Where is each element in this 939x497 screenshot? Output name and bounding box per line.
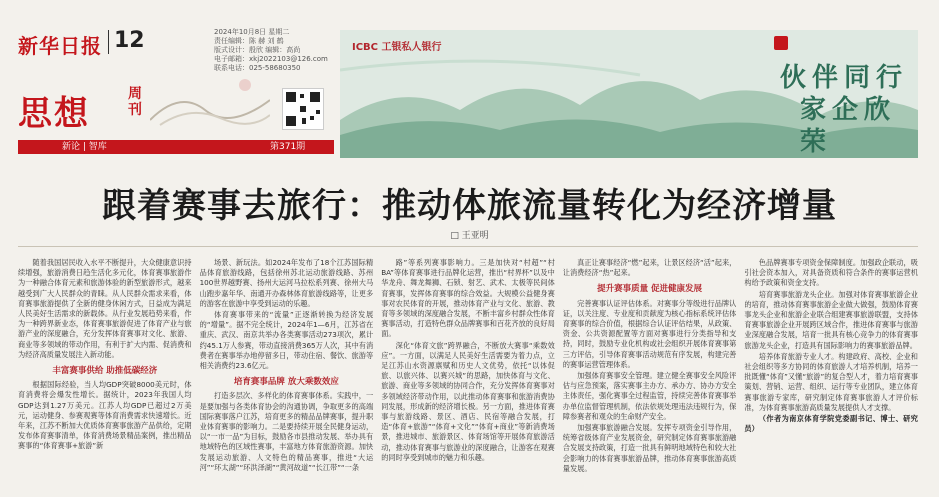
paragraph: 培养体育旅游专业人才。构建政府、高校、企业和社会组织等多方协同的体育旅游人才培养机制，培养一批既懂“体育”又懂“旅游”的复合型人才，着力培育赛事策划、营销、运营、组织、运行等专业团队，建立体育赛事旅游专家库，研究制定体育赛事旅游人才评价标准，为体育赛事旅游高质量发展提供人才支撑。 <box>744 351 918 412</box>
page-number-divider <box>108 30 109 54</box>
meta-date: 2024年10月8日 星期二 <box>214 28 290 36</box>
issue-number: 第371期 <box>270 142 306 152</box>
headline-divider <box>18 246 918 247</box>
slogan-line-1: 伙伴同行 <box>780 63 909 93</box>
bank-name: ICBC 工银私人银行 <box>352 42 442 53</box>
article-column-1 <box>18 258 192 494</box>
bank-seal-icon <box>774 36 788 50</box>
paragraph: 打造多层次、多样化的体育赛事体系。实践中，一是要加强与各类体育协会的沟通协调，争取更多的高端国际赛事落户江苏，培育更多的精品品牌赛事，提升职业体育赛事的影响力。二是要持续开展全民健身运动，以“一市一品”为目标，鼓励各市县推动发展、举办具有地域特色的区域性赛事，丰富地方体育旅游资源。加快发展运动旅游、人文特色的精品赛事，推进“大运河”“环太湖”“环洪泽湖”“黄河故道”“长江带”“一条 <box>199 391 374 472</box>
newspaper-logo: 新华日报 <box>18 34 102 58</box>
paragraph: 深化“体育文旅”跨界融合，不断放大赛事“乘数效应”。一方面，以满足人民美好生活需要为着力点，立足江苏山水资源禀赋和历史人文优势，依托“以体促旅、以旅兴体、以赛兴城”的思路，加快体育与文化、旅游、商业等多领域的协同合作，充分发挥体育赛事对多领域经济带动作用，以此推动体育赛事和旅游消费协同发展，形成新的经济增长极。另一方面，推进体育赛事与旅游线路、景区、酒店、民宿等融合发展，打造“体育+旅游”“体育+文化”“体育+商业”等新消费场景，推进城市、旅游景区、体育场馆等开展体育旅游活动，推动体育赛事与旅游业的深度融合，让游客在观赛的同时享受到城市的魅力和乐趣。 <box>381 340 555 462</box>
article-column-4 <box>563 258 737 494</box>
article-column-2 <box>200 258 374 494</box>
weekly-suffix: 周刊 <box>128 86 142 118</box>
author-note: （作者为南京体育学院党委副书记、博士、研究员） <box>744 414 918 434</box>
article-column-5 <box>744 258 918 494</box>
subheading: 培育赛事品牌 放大乘数效应 <box>233 377 339 388</box>
page-number: 12 <box>114 28 145 53</box>
meta-phone: 联系电话：025-58680350 <box>214 64 301 72</box>
weekly-title: 思想 <box>18 94 90 134</box>
paragraph: 随着我国居民收入水平不断提升，大众健康意识持续增强，旅游消费日趋生活化多元化，体育赛事旅游作为一种融合体育元素和旅游体验的新型旅游形式，越来越受到广大人民群众的青睐。从人民群众需求来看，体育赛事旅游提供了全新的健身休闲方式，日益成为满足人民美好生活需求的新载体。从行业发展趋势来看，作为一种跨界新业态，体育赛事旅游促进了体育产业与旅游产业的深度融合，充分发挥体育赛事对文化、旅游、商业等多领域的带动作用，有利于扩大内需、促消费和为经济高质量发展注入新动能。 <box>18 258 192 359</box>
paragraph: 路”等系列赛事影响力。三是加快对“村超”“村BA”等体育赛事进行品牌化运营，推出“村界杯”以及中华龙舟、舞龙舞狮、石锁、射艺、武术、太极等民间体育赛事，发挥体育赛事的综合效益。大规模公益健身赛事对农民体育的开展，推动体育产业与文化、旅游、教育等多领域的深度融合发展，不断丰富乡村群众性体育赛事活动，打造特色群众品牌赛事和百花齐放的良好局面。 <box>381 258 555 339</box>
paragraph: 色品牌赛事专项资金保障制度。加强政企联动，吸引社会资本加入，对具备资质和符合条件的赛事运营机构给予政策和资金支持。 <box>744 258 918 288</box>
paragraph: 完善赛事认证评估体系。对赛事分等级进行品牌认证，以关注度、专业度和贡献度为核心指标系统评估体育赛事的综合价值，根据综合认证评估结果，从政策、资金、公共资源配置等方面对赛事进行分类指导和支持，同时，鼓励专业化机构或社会组织开展体育赛事第三方评估，引导体育赛事活动规范有序发展，构建完善的赛事运营管理体系。 <box>562 298 737 369</box>
ad-slogan <box>780 62 918 158</box>
qr-code-icon <box>282 88 324 130</box>
paragraph: 加强赛事旅游融合发展。发挥专项资金引导作用，统筹省级体育产业发展资金，研究制定体育赛事旅游融合发展支持政策，打造一批具有鲜明地域特色和较大社会影响力的体育赛事旅游品牌，推动体育赛事旅游高质量发展。 <box>562 423 737 473</box>
section-label: 新论 | 智库 <box>62 142 107 152</box>
article-headline: 跟着赛事去旅行：推动体旅流量转化为经济增量 <box>102 186 837 226</box>
article-byline: □ 王亚明 <box>450 231 489 241</box>
paragraph: 场景、新玩法。如2024年发布了18个江苏国际精品体育旅游线路，包括徐州苏北运动旅游线路、苏州100世界越野赛、扬州大运河马拉松系列赛、徐州大马山跑步嘉年华、南通开办森林体育旅游线路等，让更多的游客在旅游中享受到运动的乐趣。 <box>199 258 374 308</box>
slogan-line-2: 家企欣荣 <box>800 95 897 157</box>
bank-advertisement <box>340 30 918 158</box>
meta-email: 电子邮箱：xkj2022103@126.com <box>214 55 328 63</box>
meta-design: 版式设计：殷欣 编辑：高尚 <box>214 46 301 54</box>
editorial-meta <box>214 28 354 73</box>
article-column-3 <box>381 258 555 494</box>
article-body <box>18 258 918 494</box>
paragraph: 体育赛事带来的“流量”正逐渐转换为经济发展的“增量”。据不完全统计，2024年1—6月，江苏省在重庆、武汉、南京共举办各类赛事活动273项次，累计约45.1万人参赛，带动直接消费365万人次，其中有消费者在赛事举办地停留多日，带动住宿、餐饮、旅游等相关消费约23.6亿元。 <box>199 310 374 371</box>
subheading: 提升赛事质量 促进健康发展 <box>597 284 703 295</box>
subheading: 丰富赛事供给 助推低碳经济 <box>52 366 158 377</box>
paragraph: 真正让赛事经济“燃”起来，让景区经济“活”起来，让消费经济“热”起来。 <box>562 258 737 278</box>
masthead <box>0 0 939 160</box>
meta-editor: 责任编辑：陈 赫 刘 鹤 <box>214 37 284 45</box>
paragraph: 根据国际经验，当人均GDP突破8000美元时，体育消费将会爆发性增长。据统计，2023年我国人均GDP达到1.27万美元。江苏人均GDP已超过2万美元，运动健身、参赛观赛等体育消费需求快速增长。近年来，江苏不断加大优质体育赛事旅游产品供给，定期发布体育赛事清单，体育消费场景精品案例，推出精品赛事的“体育赛事+旅游”新 <box>18 380 192 451</box>
ink-landscape-decoration <box>150 70 270 130</box>
paragraph: 培育赛事旅游龙头企业。加强对体育赛事旅游企业的培育，推动体育赛事旅游企业做大做强，鼓励体育赛事龙头企业和旅游企业联合组建赛事旅游联盟，支持体育赛事旅游企业开展跨区域合作，推进体育赛事与旅游业深度融合发展，培育一批具有核心竞争力的体育赛事旅游龙头企业，打造具有国际影响力的赛事旅游品牌。 <box>744 289 918 350</box>
paragraph: 加强体育赛事安全管理。建立健全赛事安全风险评估与应急预案，落实赛事主办方、承办方、协办方安全主体责任，强化赛事全过程监管，持续完善体育赛事举办单位监督管理机制，依法依规处理违法违规行为，保障参赛者和观众的生命财产安全。 <box>562 371 737 421</box>
